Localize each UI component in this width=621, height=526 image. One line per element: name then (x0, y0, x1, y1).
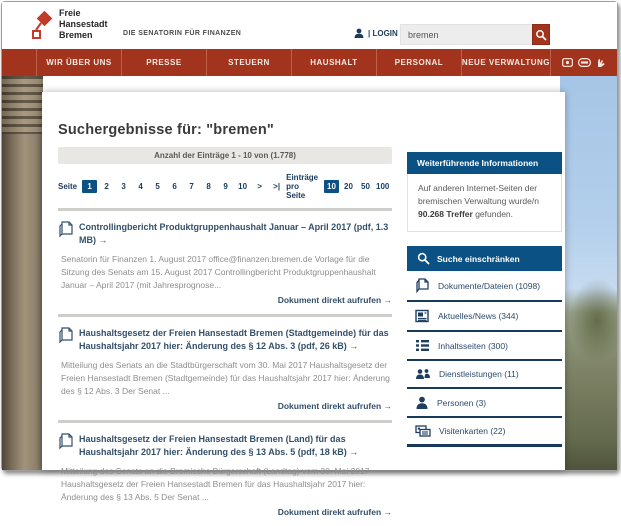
result-title-link[interactable] (58, 327, 392, 352)
brand-name[interactable] (59, 8, 108, 41)
pagination-row (58, 173, 392, 200)
magnifier-icon (535, 29, 547, 41)
content-panel (42, 92, 565, 517)
result-item-2 (58, 317, 392, 423)
filter-label: Personen (3) (437, 397, 487, 408)
site-header (2, 2, 617, 49)
content-pages-icon (415, 339, 430, 352)
filter-documents[interactable] (407, 271, 562, 302)
per-page-group (286, 173, 392, 200)
background-photo-sky-building (560, 76, 617, 470)
results-list (58, 208, 392, 526)
next-page-button[interactable]: > (257, 182, 262, 191)
info-box-title: Weiterführende Informationen (417, 158, 539, 168)
nav-item-personal[interactable]: PERSONAL (377, 49, 462, 76)
nav-item-wir-ueber-uns[interactable]: WIR ÜBER UNS (37, 49, 122, 76)
filter-label: Dokumente/Dateien (1098) (438, 280, 541, 291)
result-snippet: Mitteilung des Senats an die Stadtbürgerschaft vom 30. Mai 2017 Haushaltsgesetz der Freien Hansestadt Bremen (Stadtgemeinde) für das Haushaltsjahr 2017 hier: Änderung des § 12 Abs. 3 Der Senat ... (61, 360, 390, 396)
services-icon (415, 368, 431, 380)
filter-services[interactable] (407, 361, 562, 389)
refine-search-box (407, 246, 562, 447)
brand-line-3: Bremen (59, 30, 93, 40)
nav-item-steuern[interactable]: STEUERN (207, 49, 292, 76)
result-title: Controllingbericht Produktgruppenhaushalt Januar – April 2017 (pdf, 1.3 MB) → (79, 222, 389, 245)
result-title: Haushaltsgesetz der Freien Hansestadt Bremen (Stadtgemeinde) für das Haushaltsjahr 2017 hier: Änderung des § 12 Abs. 3 (pdf, 26 kB) → (79, 328, 389, 351)
main-navigation (2, 49, 617, 76)
open-document-link[interactable]: Dokument direkt aufrufen → (277, 507, 392, 517)
page-button-5[interactable]: 5 (155, 182, 160, 191)
page-button-3[interactable]: 3 (121, 182, 126, 191)
per-page-50[interactable]: 50 (361, 182, 370, 191)
filter-label: Aktuelles/News (344) (438, 311, 519, 321)
bremen-key-logo-icon[interactable] (31, 13, 55, 41)
filter-label: Inhaltsseiten (300) (438, 340, 508, 351)
result-item-1 (58, 211, 392, 317)
result-title: Haushaltsgesetz der Freien Hansestadt Bremen (Land) für das Haushaltsjahr 2017 hier: Änderung des § 13 Abs. 5 (pdf, 18 kB) → (79, 434, 359, 457)
login-label: | LOGIN (368, 28, 398, 38)
last-page-button[interactable]: >| (273, 182, 281, 191)
background-photo-building-column (2, 76, 43, 470)
department-tagline: DIE SENATORIN FÜR FINANZEN (123, 30, 242, 37)
page-button-1[interactable]: 1 (82, 180, 97, 193)
refine-search-title: Suche einschränken (437, 253, 520, 264)
business-cards-icon (415, 425, 431, 437)
brand-line-1: Freie (59, 8, 81, 18)
info-hit-count: 90.268 Treffer (418, 209, 473, 219)
sign-language-icon[interactable] (578, 58, 591, 67)
nav-item-haushalt[interactable]: HAUSHALT (292, 49, 377, 76)
page-button-9[interactable]: 9 (223, 182, 228, 191)
filter-label: Dienstleistungen (11) (439, 369, 519, 379)
info-box-text (407, 174, 562, 232)
browser-page (1, 1, 618, 517)
gestures-icon[interactable] (596, 58, 606, 68)
search-button[interactable] (532, 24, 550, 45)
nav-spacer (2, 49, 37, 76)
page-button-10[interactable]: 10 (238, 182, 248, 191)
user-icon (354, 28, 364, 38)
per-page-10[interactable]: 10 (324, 180, 339, 193)
documents-icon (415, 278, 430, 293)
page-button-8[interactable]: 8 (206, 182, 211, 191)
result-title-link[interactable] (58, 221, 392, 246)
page-button-4[interactable]: 4 (138, 182, 143, 191)
search-results-column (58, 92, 392, 526)
further-information-box (407, 152, 562, 232)
result-count-bar: Anzahl der Einträge 1 - 10 von (1.778) (58, 147, 392, 164)
open-document-link[interactable]: Dokument direkt aufrufen → (277, 295, 392, 305)
result-item-3 (58, 423, 392, 526)
sidebar (407, 152, 562, 447)
per-page-label: Einträge pro Seite (286, 173, 319, 200)
result-title-link[interactable] (58, 433, 392, 458)
further-information-header (407, 152, 562, 174)
filter-content-pages[interactable] (407, 332, 562, 361)
magnifier-icon (417, 252, 430, 265)
accessibility-icons (551, 49, 617, 76)
per-page-20[interactable]: 20 (344, 182, 353, 191)
page-title: Suchergebnisse für: "bremen" (58, 122, 274, 138)
nav-item-neue-verwaltung[interactable]: NEUE VERWALTUNG (462, 49, 551, 76)
document-icon (58, 327, 73, 344)
open-document-link[interactable]: Dokument direkt aufrufen → (277, 401, 392, 411)
document-icon (58, 433, 73, 450)
result-snippet: Mitteilung des Senats an die Bremische Bürgerschaft (Landtag) vom 30. Mai 2017 Haushaltsgesetz der Freien Hansestadt Bremen für das Haushaltsjahr 2017 hier: Änderung des § 13 Abs. 5 Der Senat ... (61, 466, 370, 502)
info-text: Auf anderen Internet-Seiten der bremischen Verwaltung wurde/n (418, 183, 539, 206)
document-icon (58, 221, 73, 238)
site-search (400, 24, 550, 45)
per-page-100[interactable]: 100 (376, 182, 390, 191)
info-text-end: gefunden. (472, 209, 514, 219)
filter-business-cards[interactable] (407, 418, 562, 447)
background-cornice (2, 76, 43, 134)
person-icon (415, 396, 429, 409)
pagination-label: Seite (58, 182, 78, 191)
brand-line-2: Hansestadt (59, 19, 108, 29)
search-input[interactable] (400, 24, 532, 45)
page-button-2[interactable]: 2 (104, 182, 109, 191)
page-button-6[interactable]: 6 (172, 182, 177, 191)
filter-persons[interactable] (407, 389, 562, 418)
nav-item-presse[interactable]: PRESSE (122, 49, 207, 76)
result-snippet: Senatorin für Finanzen 1. August 2017 office@finanzen.bremen.de Vorlage für die Sitzung des Senats am 15. August 2017 Controllingbericht Produktgruppenhaushalt Januar – April 2017 (mit Jahresprognose... (61, 254, 376, 290)
easy-language-icon[interactable] (562, 58, 573, 67)
page-button-7[interactable]: 7 (189, 182, 194, 191)
news-icon (415, 309, 430, 323)
refine-search-header (407, 246, 562, 271)
filter-label: Visitenkarten (22) (439, 426, 506, 436)
filter-news[interactable] (407, 302, 562, 332)
login-link[interactable] (354, 28, 398, 38)
